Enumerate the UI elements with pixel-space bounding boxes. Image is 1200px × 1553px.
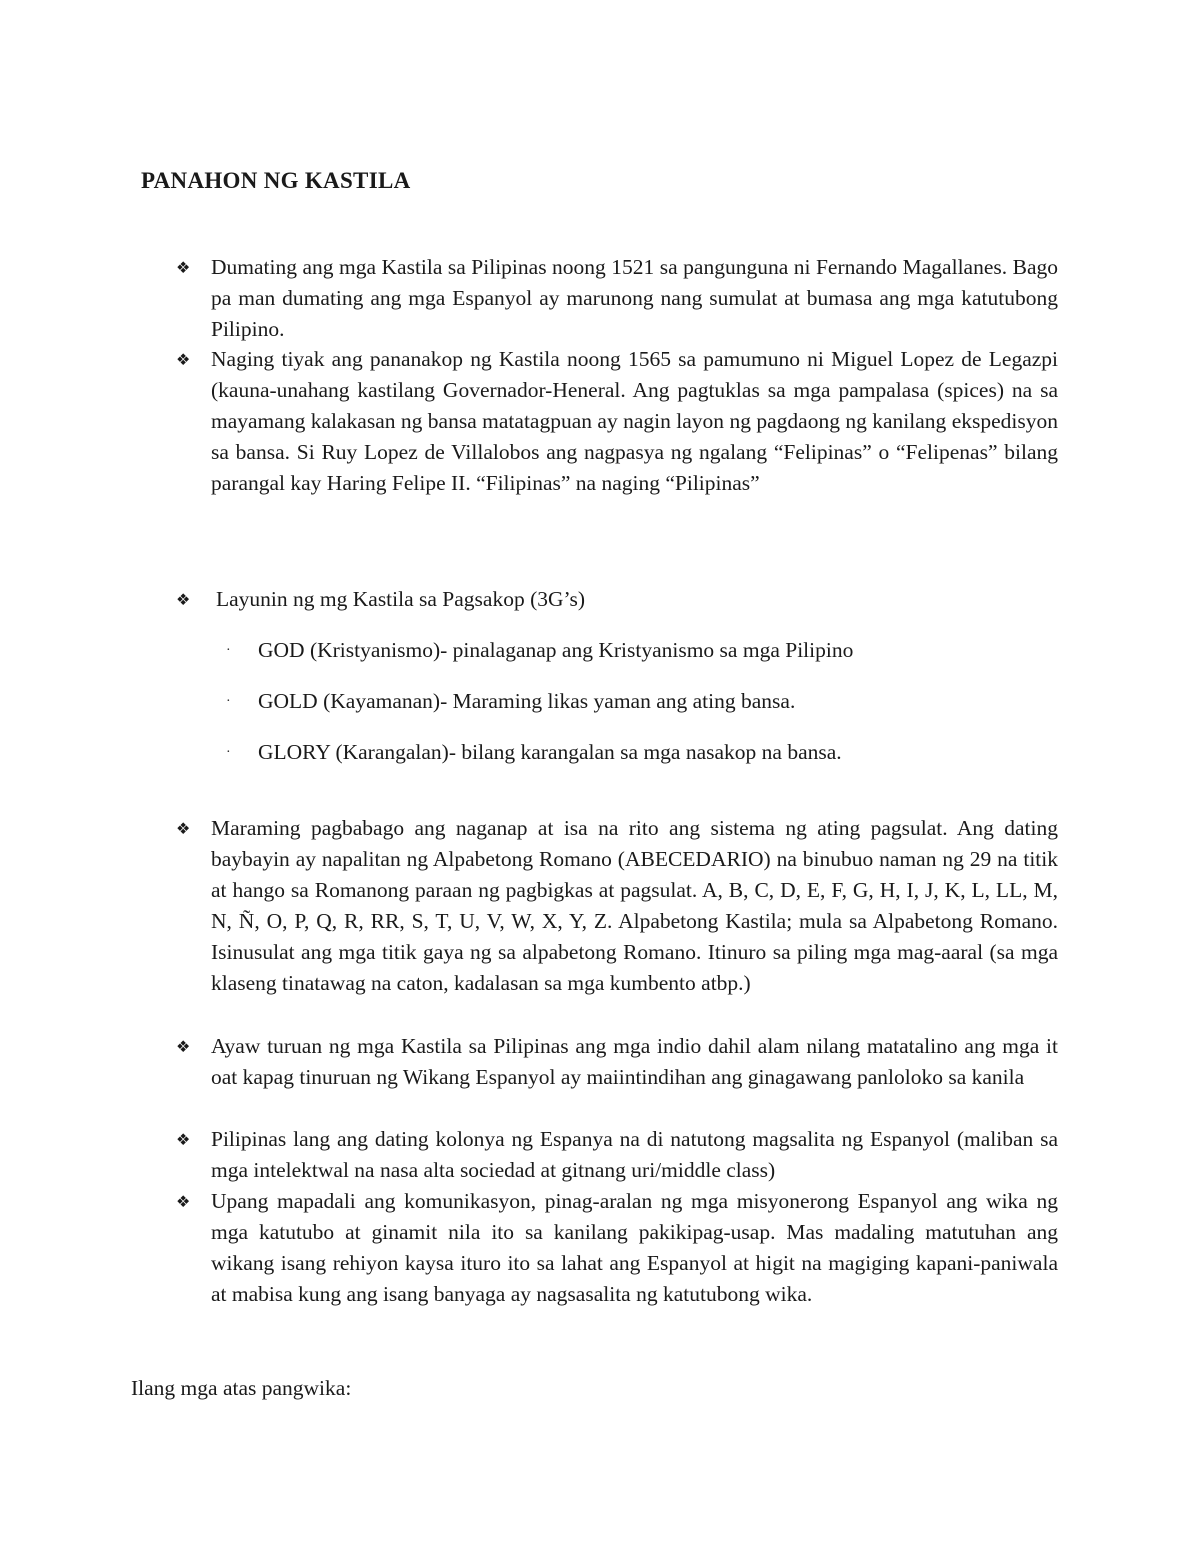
- dot-icon: ·: [226, 745, 231, 760]
- dot-icon: ·: [226, 694, 231, 709]
- diamond-flower-icon: ❖: [176, 258, 191, 277]
- page-title: PANAHON NG KASTILA: [141, 168, 411, 193]
- diamond-flower-icon: ❖: [176, 819, 191, 838]
- bullet-item: [176, 1124, 1058, 1186]
- dot-icon: ·: [226, 643, 231, 658]
- diamond-flower-icon: ❖: [176, 1037, 191, 1056]
- goals-heading: Layunin ng mg Kastila sa Pagsakop (3G’s): [216, 587, 586, 611]
- bullet-item: [176, 252, 1058, 345]
- bullet-text: Ayaw turuan ng mga Kastila sa Pilipinas ang mga indio dahil alam nilang matatalino ang mga it oat kapag tinuruan ng Wikang Espanyol ay maiintindihan ang ginagawang panloloko sa kanila: [211, 1034, 1058, 1089]
- bullet-item: [176, 813, 1058, 999]
- bullet-item: [176, 1186, 1058, 1310]
- bullet-item: [176, 1031, 1058, 1093]
- sub-list-item: [226, 635, 853, 666]
- sub-list-text: GOD (Kristyanismo)- pinalaganap ang Kristyanismo sa mga Pilipino: [258, 638, 854, 662]
- sub-list-text: GLORY (Karangalan)- bilang karangalan sa mga nasakop na bansa.: [258, 740, 842, 764]
- sub-list-text: GOLD (Kayamanan)- Maraming likas yaman ang ating bansa.: [258, 689, 796, 713]
- bullet-text: Pilipinas lang ang dating kolonya ng Espanya na di natutong magsalita ng Espanyol (maliban sa mga intelektwal na nasa alta sociedad at gitnang uri/middle class): [211, 1127, 1058, 1182]
- diamond-flower-icon: ❖: [176, 1192, 191, 1211]
- bullet-text: Maraming pagbabago ang naganap at isa na rito ang sistema ng ating pagsulat. Ang dating baybayin ay napalitan ng Alpabetong Romano (ABECEDARIO) na binubuo naman ng 29 na titik at hango sa Romanong paraan ng pagbigkas at pagsulat. A, B, C, D, E, F, G, H, I, J, K, L, LL, M, N, Ñ, O, P, Q, R, RR, S, T, U, V, W, X, Y, Z. Alpabetong Kastila; mula sa Alpabetong Romano. Isinusulat ang mga titik gaya ng sa alpabetong Romano. Itinuro sa piling mga mag-aaral (sa mga klaseng tinatawag na caton, kadalasan sa mga kumbento atbp.): [211, 816, 1058, 995]
- diamond-flower-icon: ❖: [176, 590, 191, 609]
- sub-list-item: [226, 737, 842, 768]
- diamond-flower-icon: ❖: [176, 350, 191, 369]
- bullet-item-goals: [176, 584, 1058, 615]
- diamond-flower-icon: ❖: [176, 1130, 191, 1149]
- bullet-text: Upang mapadali ang komunikasyon, pinag-aralan ng mga misyonerong Espanyol ang wika ng mga katutubo at ginamit nila ito sa kanilang pakikipag-usap. Mas madaling matutuhan ang wikang isang rehiyon kaysa ituro ito sa lahat ang Espanyol at higit na magiging kapani-paniwala at mabisa kung ang isang banyaga ay nagsasalita ng katutubong wika.: [211, 1189, 1058, 1306]
- bullet-item: [176, 344, 1058, 499]
- bullet-text: Dumating ang mga Kastila sa Pilipinas noong 1521 sa pangunguna ni Fernando Magallanes. Bago pa man dumating ang mga Espanyol ay marunong nang sumulat at bumasa ang mga katutubong Pilipino.: [211, 255, 1058, 341]
- bullet-text: Naging tiyak ang pananakop ng Kastila noong 1565 sa pamumuno ni Miguel Lopez de Legazpi (kauna-unahang kastilang Governador-Heneral. Ang pagtuklas sa mga pampalasa (spices) na sa mayamang kalakasan ng bansa matatagpuan ay nagin layon ng pagdaong ng kanilang ekspedisyon sa bansa. Si Ruy Lopez de Villalobos ang nagpasya ng ngalang “Felipinas” o “Felipenas” bilang parangal kay Haring Felipe II. “Filipinas” na naging “Pilipinas”: [211, 347, 1058, 495]
- closing-line: Ilang mga atas pangwika:: [131, 1376, 352, 1400]
- sub-list-item: [226, 686, 795, 717]
